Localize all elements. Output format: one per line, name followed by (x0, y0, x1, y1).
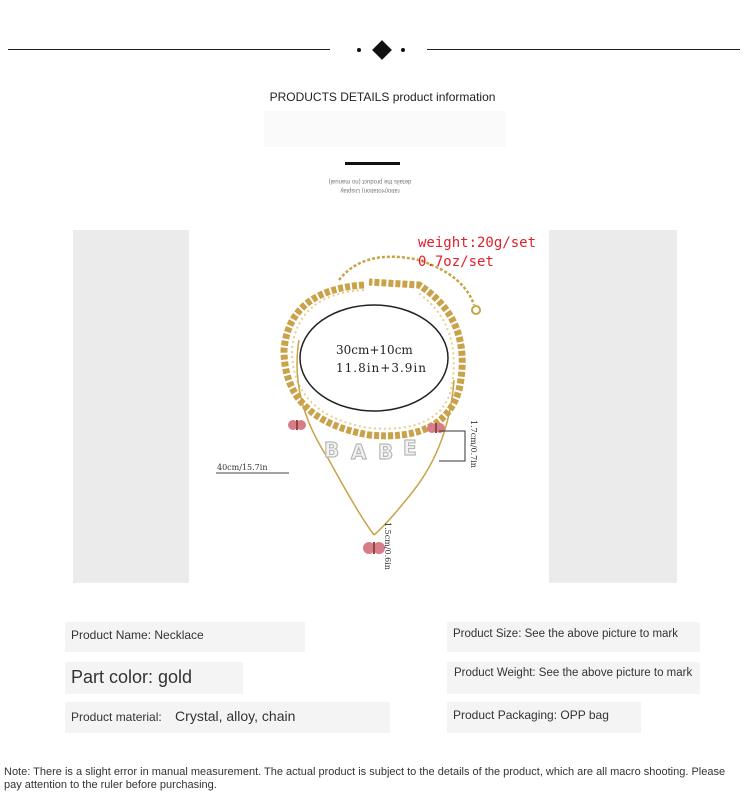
extender-ring (472, 306, 480, 314)
mirrored-caption (310, 176, 430, 194)
product-name: Product Name: Necklace (71, 628, 204, 642)
weight-line-2: 0.7oz/set (418, 254, 494, 270)
diamond-icon (372, 40, 392, 60)
material-box (65, 702, 390, 733)
weight-annotation (418, 234, 536, 272)
necklace-illustration (189, 230, 549, 583)
weight-line-1: weight:20g/set (418, 235, 537, 251)
header-rule-left (8, 49, 330, 50)
size-ellipse (300, 305, 448, 411)
inner-size-line-2: 11.8in+3.9in (336, 361, 427, 375)
material-value: Crystal, alloy, chain (175, 708, 296, 724)
outer-length-label: 40cm/15.7in (217, 463, 268, 472)
letter-charm-4: E (403, 436, 417, 460)
letter-charm-1: B (324, 438, 340, 462)
header-dot-right (401, 48, 405, 52)
product-weight: Product Weight: See the above picture to mark (454, 667, 693, 679)
letter-charm-2: A (351, 440, 367, 464)
header-dot-left (357, 48, 361, 52)
product-name-box (65, 622, 305, 652)
part-color-box (65, 662, 243, 694)
butterfly-pendant (363, 542, 385, 554)
mirrored-caption-line-1: ratio(Rotation) Display (340, 187, 400, 193)
header-rule-right (427, 49, 740, 50)
pendant-height-label: 1.5cm/0.6in (383, 522, 392, 570)
section-title: PRODUCTS DETAILS product information (269, 90, 496, 104)
part-color: Part color: gold (71, 667, 193, 687)
butterfly-charm-left (288, 420, 306, 430)
right-backdrop-panel (549, 230, 677, 583)
packaging-box (447, 702, 641, 733)
title-reflection (264, 111, 506, 147)
mirrored-caption-line-2: details the product (no manual) (328, 178, 412, 184)
packaging: Product Packaging: OPP bag (453, 708, 609, 722)
material-label: Product material: (71, 710, 162, 724)
left-backdrop-panel (73, 230, 189, 583)
product-size: Product Size: See the above picture to mark (453, 628, 679, 640)
letters-height-label: 1.7cm/0.7in (469, 420, 478, 468)
measurement-note: Note: There is a slight error in manual measurement. The actual product is subject to the details of the product, which are all macro shooting. Please pay attention to the ruler before purchasing. (4, 766, 726, 791)
product-size-box (447, 622, 700, 652)
title-underline (345, 162, 400, 165)
inner-size-line-1: 30cm+10cm (336, 343, 413, 357)
letter-charm-3: B (378, 440, 394, 464)
product-weight-box (447, 662, 700, 694)
